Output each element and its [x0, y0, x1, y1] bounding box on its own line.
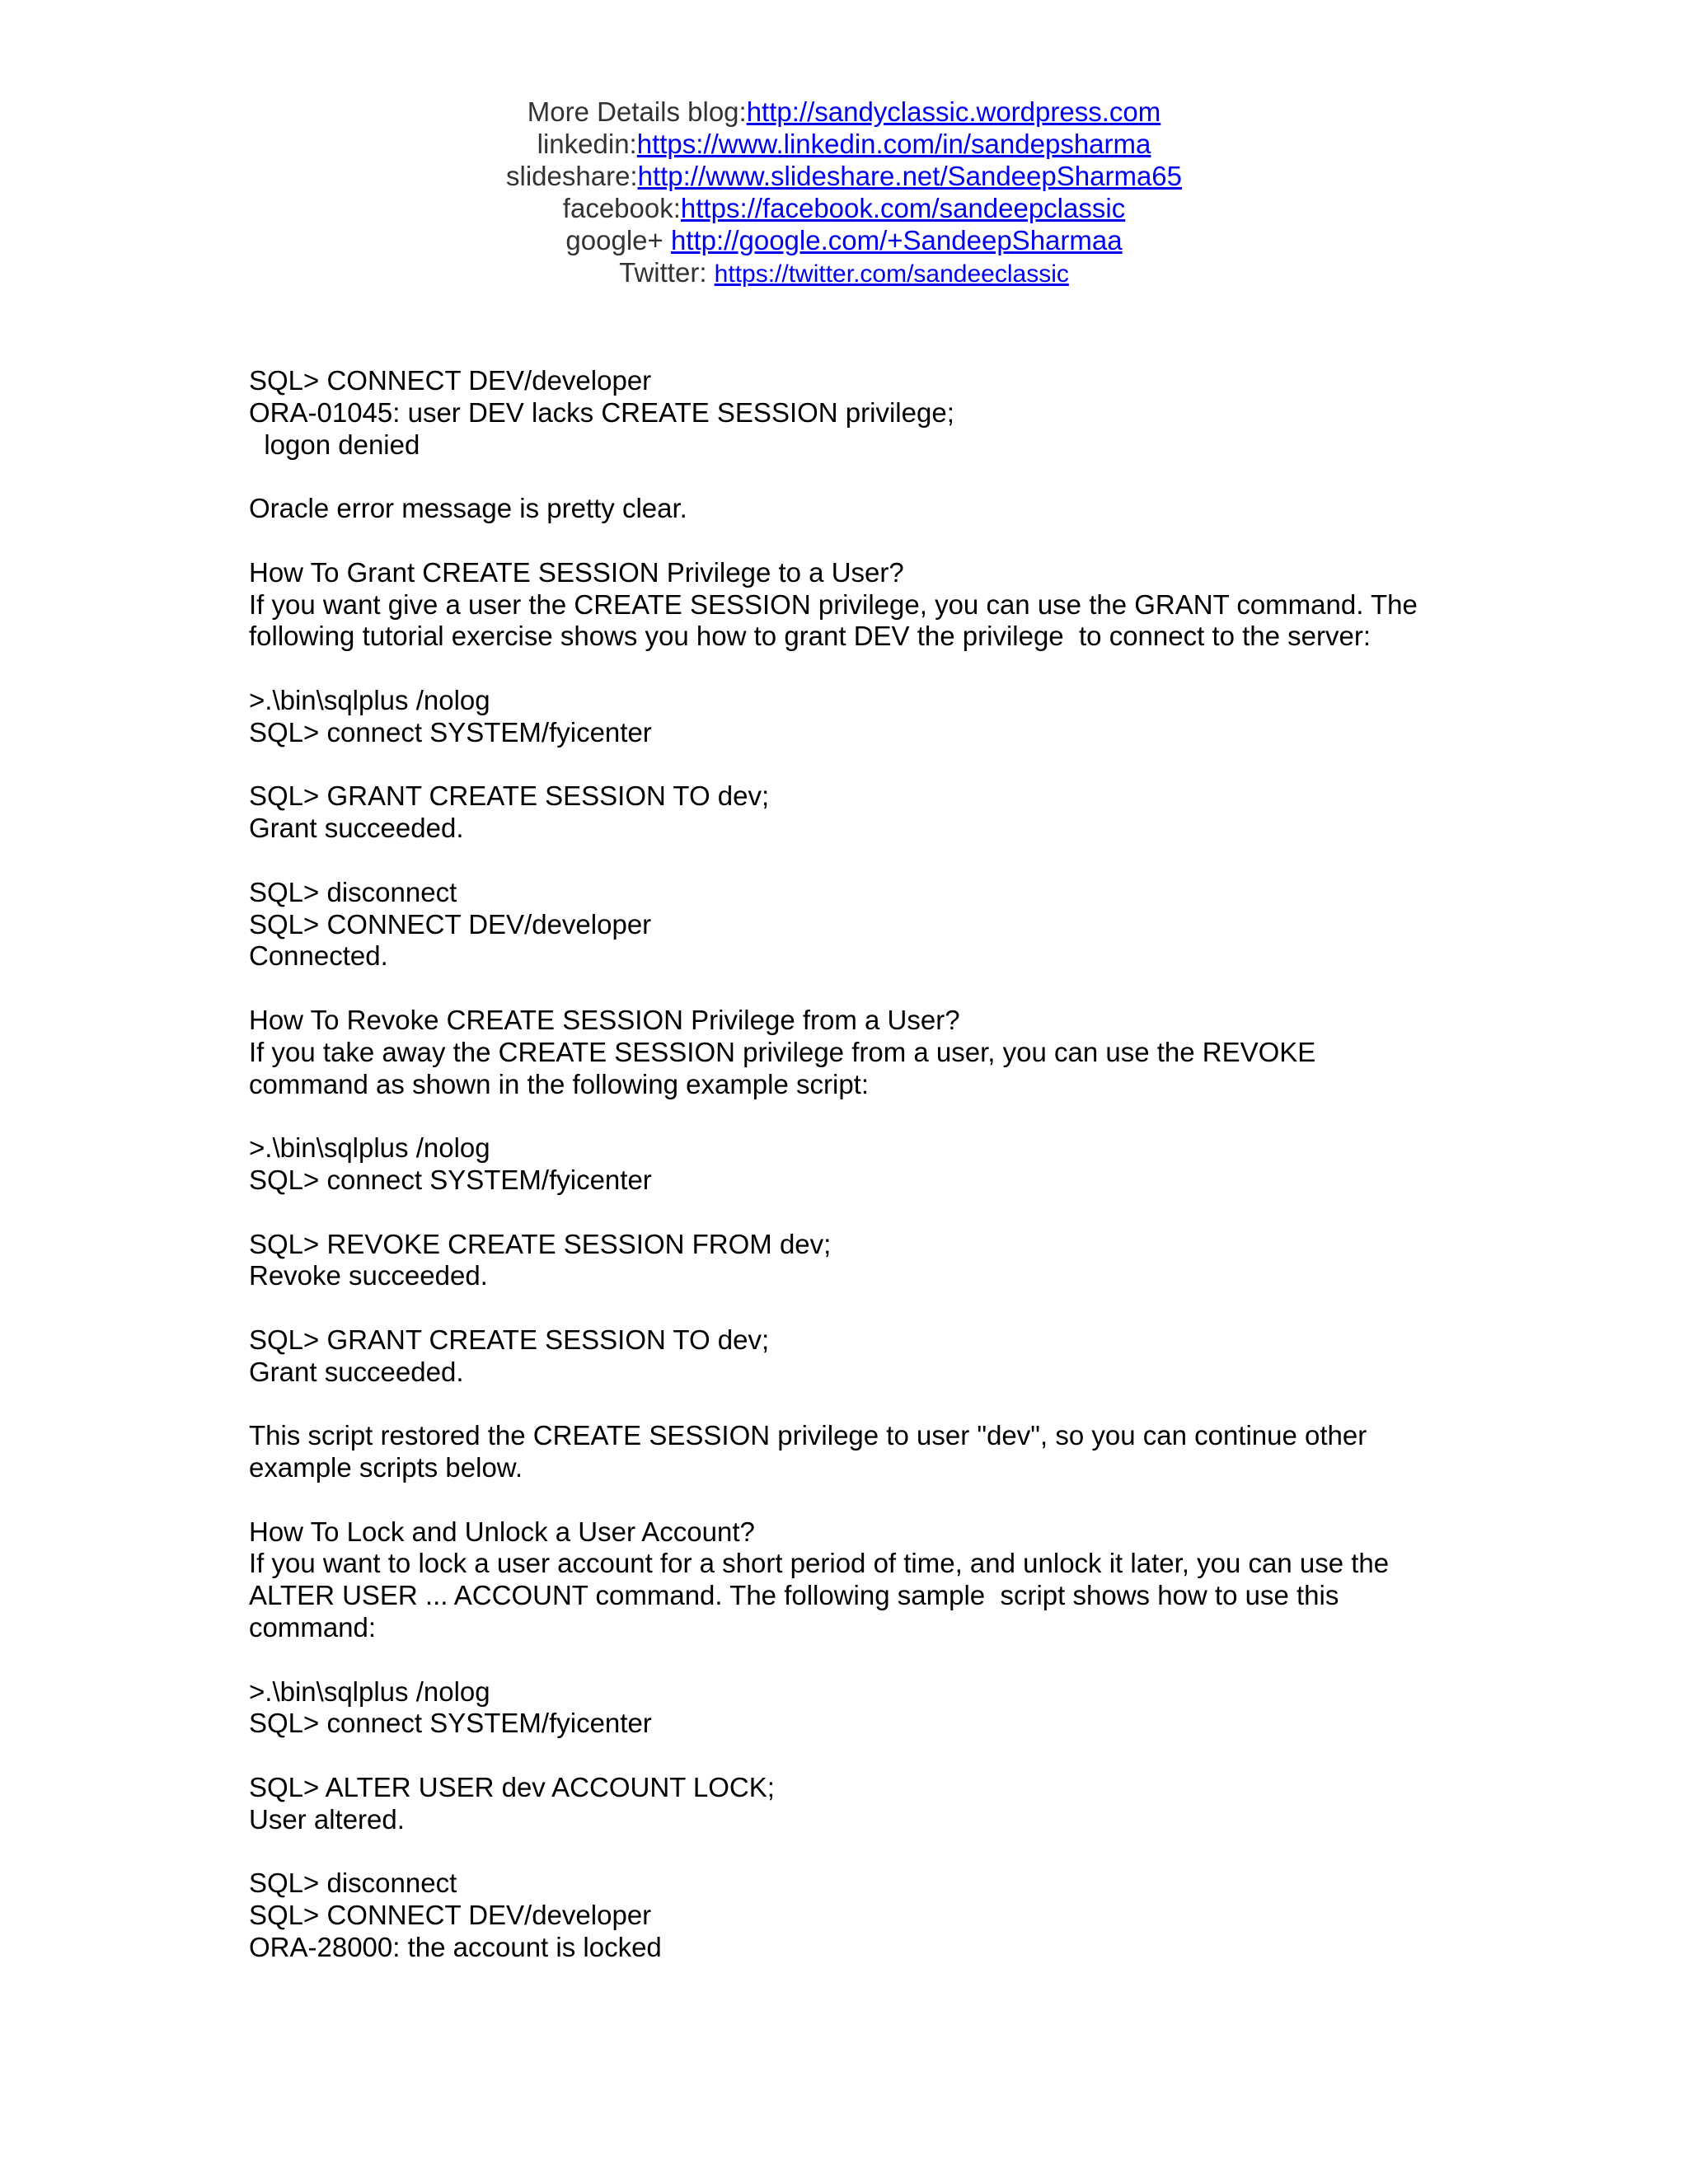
text-line: Revoke succeeded.: [249, 1260, 488, 1291]
facebook-link[interactable]: https://facebook.com/sandeepclassic: [680, 193, 1126, 223]
text-line: >.\bin\sqlplus /nolog: [249, 1132, 490, 1164]
blog-label: More Details blog:: [527, 96, 747, 127]
slideshare-line: [0, 160, 1688, 192]
text-line: command:: [249, 1612, 377, 1643]
text-line: How To Grant CREATE SESSION Privilege to a User?: [249, 556, 904, 588]
text-line: Oracle error message is pretty clear.: [249, 493, 687, 524]
paragraph-gap: [249, 1389, 1461, 1421]
text-line: SQL> CONNECT DEV/developer: [249, 1900, 652, 1931]
facebook-label: facebook:: [562, 193, 681, 223]
text-line: following tutorial exercise shows you how to grant DEV the privilege to connect to the server:: [249, 621, 1372, 652]
text-line: If you want give a user the CREATE SESSION privilege, you can use the GRANT command. The: [249, 588, 1418, 620]
twitter-link[interactable]: https://twitter.com/sandeeclassic: [714, 260, 1069, 288]
paragraph-gap: [249, 1740, 1461, 1772]
text-line: >.\bin\sqlplus /nolog: [249, 1675, 490, 1707]
text-line: ORA-28000: the account is locked: [249, 1932, 662, 1963]
paragraph-gap: [249, 972, 1461, 1005]
text-line: SQL> disconnect: [249, 1868, 457, 1899]
text-line: ORA-01045: user DEV lacks CREATE SESSION privilege;: [249, 396, 954, 428]
text-line: SQL> ALTER USER dev ACCOUNT LOCK;: [249, 1772, 775, 1803]
text-line: SQL> connect SYSTEM/fyicenter: [249, 1164, 652, 1195]
paragraph-gap: [249, 1100, 1461, 1132]
blog-line: [0, 96, 1688, 128]
text-line: Grant succeeded.: [249, 813, 464, 844]
text-line: >.\bin\sqlplus /nolog: [249, 684, 490, 715]
linkedin-link[interactable]: https://www.linkedin.com/in/sandepsharma: [636, 129, 1151, 159]
text-line: SQL> disconnect: [249, 876, 457, 907]
twitter-line: [0, 256, 1688, 290]
paragraph-gap: [249, 525, 1461, 557]
paragraph-gap: [249, 1644, 1461, 1676]
paragraph-gap: [249, 845, 1461, 877]
text-line: logon denied: [249, 429, 420, 460]
text-line: ALTER USER ... ACCOUNT command. The following sample script shows how to use this: [249, 1580, 1339, 1611]
google-label: google+: [565, 225, 671, 255]
twitter-label: Twitter:: [619, 257, 715, 288]
text-line: User altered.: [249, 1803, 405, 1835]
text-line: This script restored the CREATE SESSION privilege to user "dev", so you can continue other: [249, 1420, 1367, 1451]
text-line: How To Revoke CREATE SESSION Privilege from a User?: [249, 1004, 960, 1035]
google-line: [0, 224, 1688, 256]
text-line: SQL> REVOKE CREATE SESSION FROM dev;: [249, 1228, 832, 1259]
text-line: SQL> GRANT CREATE SESSION TO dev;: [249, 780, 770, 812]
paragraph-gap: [249, 1836, 1461, 1868]
text-line: SQL> CONNECT DEV/developer: [249, 365, 652, 396]
text-line: If you want to lock a user account for a short period of time, and unlock it later, you can use the: [249, 1548, 1390, 1579]
paragraph-gap: [249, 653, 1461, 685]
google-link[interactable]: http://google.com/+SandeepSharmaa: [670, 225, 1123, 255]
facebook-line: [0, 192, 1688, 224]
slideshare-link[interactable]: http://www.slideshare.net/SandeepSharma65: [637, 161, 1182, 191]
paragraph-gap: [249, 1197, 1461, 1229]
text-line: SQL> connect SYSTEM/fyicenter: [249, 1708, 652, 1739]
text-line: example scripts below.: [249, 1452, 523, 1483]
paragraph-gap: [249, 749, 1461, 781]
text-line: SQL> GRANT CREATE SESSION TO dev;: [249, 1324, 770, 1355]
linkedin-label: linkedin:: [537, 129, 637, 159]
slideshare-label: slideshare:: [506, 161, 638, 191]
text-line: SQL> CONNECT DEV/developer: [249, 908, 652, 940]
paragraph-gap: [249, 1484, 1461, 1516]
text-line: Grant succeeded.: [249, 1356, 464, 1387]
text-line: SQL> connect SYSTEM/fyicenter: [249, 716, 652, 748]
text-line: If you take away the CREATE SESSION privilege from a user, you can use the REVOKE: [249, 1036, 1316, 1067]
blog-link[interactable]: http://sandyclassic.wordpress.com: [746, 96, 1161, 127]
document-body: [249, 365, 1461, 1964]
paragraph-gap: [249, 1292, 1461, 1324]
text-line: command as shown in the following example script:: [249, 1068, 870, 1099]
text-line: How To Lock and Unlock a User Account?: [249, 1516, 755, 1547]
text-line: Connected.: [249, 940, 388, 972]
linkedin-line: [0, 128, 1688, 160]
paragraph-gap: [249, 461, 1461, 493]
